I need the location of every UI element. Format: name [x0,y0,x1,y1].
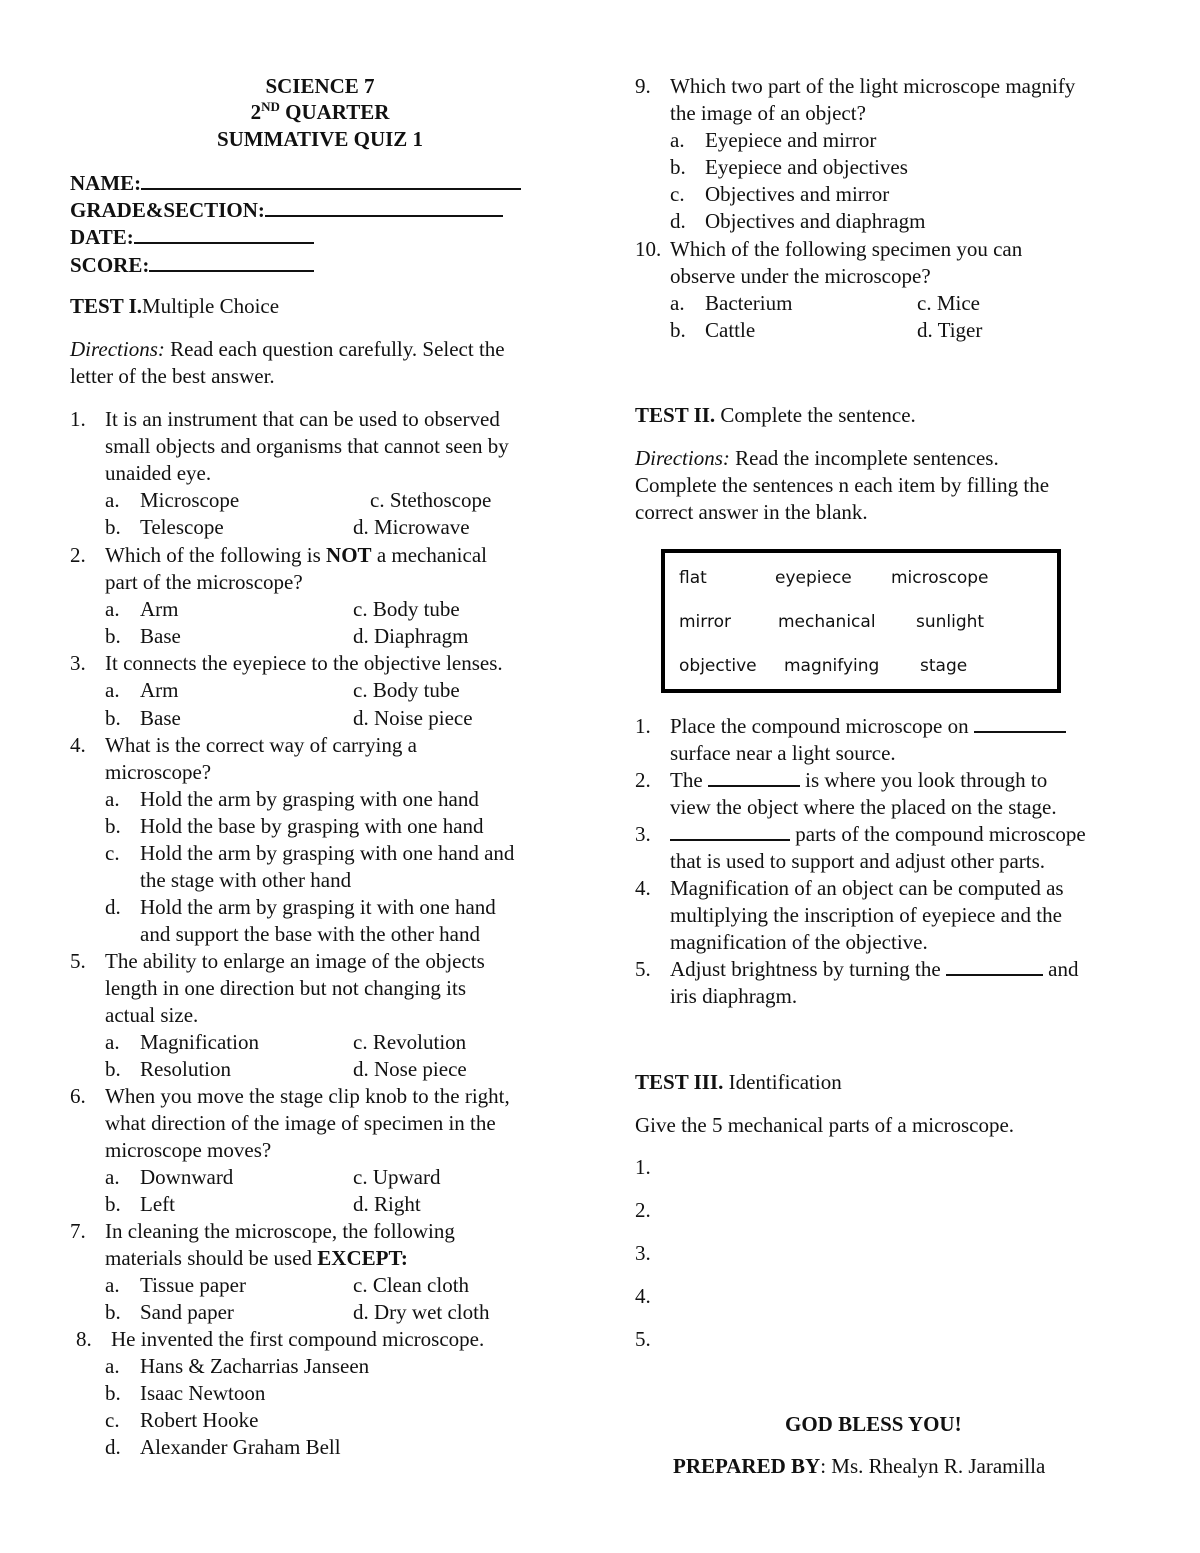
sentence-5-line2: iris diaphragm. [670,984,798,1008]
choice-a[interactable]: Arm [140,597,179,621]
question-number: 10. [635,237,662,261]
sentence-3 [670,821,1086,848]
choice-letter: d. [105,895,121,919]
sentence-4: Magnification of an object can be computed as [670,876,1064,900]
score-blank[interactable] [149,270,314,272]
choice-a[interactable]: Eyepiece and mirror [705,128,877,152]
question-number: 2. [70,543,86,567]
date-blank[interactable] [134,242,314,244]
choice-letter: b. [105,1381,121,1405]
quarter-superscript: ND [261,99,280,114]
word-bank-item: microscope [891,568,989,588]
question-text: part of the microscope? [105,570,303,594]
choice-letter: a. [670,128,685,152]
answer-line[interactable]: 4. [635,1284,651,1308]
choice-a[interactable]: Downward [140,1165,234,1189]
choice-d[interactable]: d. Diaphragm [353,624,469,648]
choice-letter: a. [105,1165,120,1189]
quarter-word: QUARTER [285,100,390,124]
question-text: What is the correct way of carrying a [105,733,417,757]
question-text: Which two part of the light microscope magnify [670,74,1076,98]
test2-directions-line2: Complete the sentences n each item by filling the [635,473,1050,497]
sentence-text: Place the compound microscope on [670,714,974,738]
word-bank-item: sunlight [916,612,985,632]
choice-letter: a. [105,488,120,512]
sentence-3-line2: that is used to support and adjust other parts. [670,849,1046,873]
choice-c[interactable]: Objectives and mirror [705,182,890,206]
question-text [105,1245,408,1272]
test2-label: TEST II. [635,403,716,427]
quiz-title: SUMMATIVE QUIZ 1 [216,127,424,151]
choice-letter: b. [105,814,121,838]
question-text: small objects and organisms that cannot seen by [105,434,509,458]
choice-a[interactable]: Arm [140,678,179,702]
sentence-5 [670,956,1078,983]
question-text: When you move the stage clip knob to the right, [105,1084,510,1108]
quarter-title [70,99,570,126]
choice-a[interactable]: Bacterium [705,291,793,315]
question-number: 8. [76,1327,92,1351]
choice-b[interactable]: Resolution [140,1057,232,1081]
choice-d[interactable]: d. Noise piece [353,706,473,730]
prepared-by [673,1453,1045,1480]
choice-letter: c. [670,182,685,206]
choice-b[interactable]: Base [140,624,181,648]
sentence-text: The [670,768,708,792]
test1-type: Multiple Choice [142,294,280,318]
choice-d[interactable]: Hold the arm by grasping it with one hand [140,895,496,919]
choice-c[interactable]: Robert Hooke [140,1408,259,1432]
sentence-1 [670,713,1066,740]
question-number: 9. [635,74,651,98]
choice-b[interactable]: Isaac Newtoon [140,1381,266,1405]
test2-directions [635,445,999,472]
choice-d[interactable]: d. Right [353,1192,421,1216]
choice-a[interactable]: Tissue paper [140,1273,246,1297]
choice-letter: b. [105,1300,121,1324]
choice-c[interactable]: c. Body tube [353,678,460,702]
word-bank-item: stage [920,656,968,676]
word-bank-item: flat [679,568,707,588]
question-text: microscope moves? [105,1138,272,1162]
choice-d[interactable]: Alexander Graham Bell [140,1435,341,1459]
question-text: He invented the first compound microscope. [111,1327,485,1351]
sentence-2-line2: view the object where the placed on the stage. [670,795,1057,819]
question-emphasis: NOT [326,543,372,567]
answer-blank[interactable] [974,731,1066,733]
choice-b[interactable]: Hold the base by grasping with one hand [140,814,484,838]
word-bank-item: mechanical [778,612,876,632]
choice-d[interactable]: d. Dry wet cloth [353,1300,490,1324]
test3-instruction: Give the 5 mechanical parts of a microscope. [635,1113,1015,1137]
choice-letter: b. [105,1192,121,1216]
answer-line[interactable]: 3. [635,1241,651,1265]
item-number: 1. [635,714,651,738]
grade-section-label: GRADE&SECTION: [70,198,265,222]
directions-label: Directions: [70,337,165,361]
test2-title [635,402,916,429]
test3-type: Identification [723,1070,842,1094]
question-text: The ability to enlarge an image of the objects [105,949,485,973]
choice-letter: a. [105,1030,120,1054]
choice-letter: a. [105,1354,120,1378]
answer-line[interactable]: 1. [635,1155,651,1179]
question-text: actual size. [105,1003,199,1027]
choice-letter: c. [105,841,120,865]
choice-b[interactable]: Left [140,1192,175,1216]
sentence-text: and [1042,957,1079,981]
question-text: what direction of the image of specimen in the [105,1111,496,1135]
choice-c[interactable]: c. Body tube [353,597,460,621]
choice-d-cont[interactable]: and support the base with the other hand [140,922,480,946]
question-text: In cleaning the microscope, the following [105,1219,455,1243]
choice-b[interactable]: Base [140,706,181,730]
answer-line[interactable]: 5. [635,1327,651,1351]
choice-b[interactable]: Telescope [140,515,224,539]
question-text: It connects the eyepiece to the objective lenses. [105,651,503,675]
question-emphasis: EXCEPT: [317,1246,408,1270]
test1-directions [70,336,505,363]
test2-type: Complete the sentence. [715,403,916,427]
question-number: 6. [70,1084,86,1108]
test1-title [70,293,279,320]
sentence-4-line2: multiplying the inscription of eyepiece and the [670,903,1062,927]
question-text: It is an instrument that can be used to observed [105,407,500,431]
choice-letter: a. [105,597,120,621]
choice-letter: d. [105,1435,121,1459]
question-text-part: a mechanical [371,543,487,567]
date-field[interactable] [70,224,314,251]
choice-b[interactable]: Eyepiece and objectives [705,155,908,179]
item-number: 3. [635,822,651,846]
choice-a[interactable]: Hold the arm by grasping with one hand [140,787,479,811]
question-text [105,542,487,569]
date-label: DATE: [70,225,134,249]
question-number: 5. [70,949,86,973]
sentence-4-line3: magnification of the objective. [670,930,928,954]
choice-c[interactable]: Hold the arm by grasping with one hand and [140,841,515,865]
question-number: 1. [70,407,86,431]
sentence-text: parts of the compound microscope [790,822,1086,846]
choice-c-cont[interactable]: the stage with other hand [140,868,352,892]
question-text: observe under the microscope? [670,264,931,288]
prepared-name: : Ms. Rhealyn R. Jaramilla [820,1454,1046,1478]
name-field[interactable] [70,170,521,197]
choice-letter: c. [105,1408,120,1432]
word-bank-item: magnifying [784,656,880,676]
directions-text: Read the incomplete sentences. [729,446,999,470]
choice-b[interactable]: Cattle [705,318,756,342]
quarter-number: 2 [250,100,262,124]
item-number: 2. [635,768,651,792]
directions-label: Directions: [635,446,730,470]
choice-c[interactable]: c. Revolution [353,1030,467,1054]
sentence-1-line2: surface near a light source. [670,741,896,765]
question-number: 7. [70,1219,86,1243]
directions-text: Read each question carefully. Select the [170,337,505,361]
sentence-text: is where you look through to [799,768,1048,792]
sentence-2 [670,767,1047,794]
test3-label: TEST III. [635,1070,724,1094]
choice-a[interactable]: Microscope [140,488,240,512]
choice-c[interactable]: c. Stethoscope [370,488,492,512]
choice-a[interactable]: Hans & Zacharrias Janseen [140,1354,370,1378]
choice-a[interactable]: Magnification [140,1030,259,1054]
answer-blank[interactable] [670,839,790,841]
answer-line[interactable]: 2. [635,1198,651,1222]
choice-d[interactable]: d. Tiger [917,318,983,342]
grade-section-blank[interactable] [265,215,503,217]
choice-c[interactable]: c. Mice [917,291,980,315]
choice-c[interactable]: c. Upward [353,1165,441,1189]
question-number: 4. [70,733,86,757]
test1-label: TEST I. [70,294,142,318]
choice-letter: b. [105,1057,121,1081]
question-text-part: Which of the following is [105,543,327,567]
choice-letter: a. [105,678,120,702]
answer-blank[interactable] [946,974,1043,976]
choice-b[interactable]: Sand paper [140,1300,234,1324]
choice-d[interactable]: d. Nose piece [353,1057,467,1081]
choice-c[interactable]: c. Clean cloth [353,1273,470,1297]
choice-letter: a. [105,1273,120,1297]
choice-letter: b. [105,515,121,539]
prepared-label: PREPARED BY [673,1454,821,1478]
question-text: length in one direction but not changing its [105,976,467,1000]
choice-d[interactable]: Objectives and diaphragm [705,209,926,233]
choice-letter: d. [670,209,686,233]
test1-directions-line2: letter of the best answer. [70,364,275,388]
choice-letter: b. [670,318,686,342]
score-field[interactable] [70,252,314,279]
grade-section-field[interactable] [70,197,503,224]
choice-letter: b. [105,706,121,730]
subject-title: SCIENCE 7 [265,74,375,98]
choice-letter: b. [105,624,121,648]
item-number: 4. [635,876,651,900]
item-number: 5. [635,957,651,981]
word-bank-item: mirror [679,612,731,632]
choice-letter: a. [105,787,120,811]
sentence-text: Adjust brightness by turning the [670,957,946,981]
test2-directions-line3: correct answer in the blank. [635,500,868,524]
score-label: SCORE: [70,253,150,277]
question-text: the image of an object? [670,101,866,125]
answer-blank[interactable] [708,785,800,787]
name-label: NAME: [70,171,142,195]
word-bank-item: eyepiece [775,568,852,588]
name-blank[interactable] [141,188,521,190]
choice-letter: b. [670,155,686,179]
word-bank-item: objective [679,656,757,676]
choice-d[interactable]: d. Microwave [353,515,470,539]
question-text: unaided eye. [105,461,212,485]
question-text: Which of the following specimen you can [670,237,1023,261]
word-bank-box [661,549,1061,693]
test3-title [635,1069,842,1096]
question-text-part: materials should be used [105,1246,318,1270]
question-number: 3. [70,651,86,675]
question-text: microscope? [105,760,212,784]
blessing: GOD BLESS YOU! [785,1412,962,1436]
choice-letter: a. [670,291,685,315]
